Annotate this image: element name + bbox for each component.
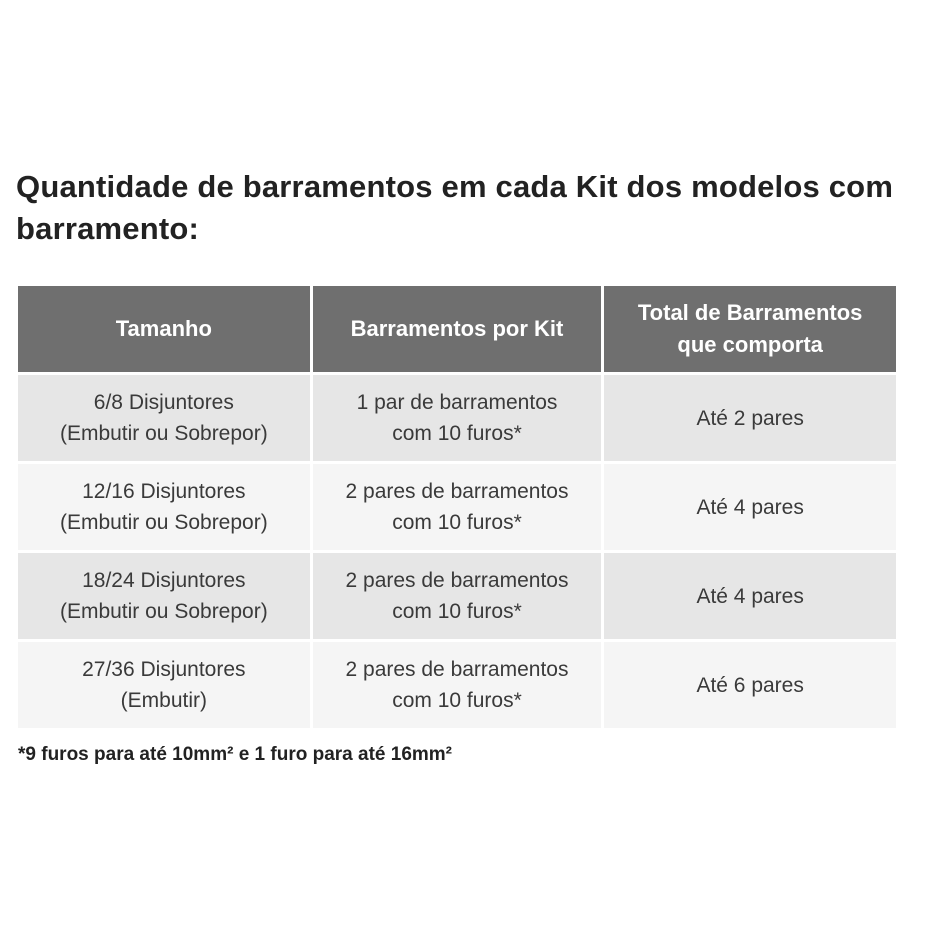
cell-tamanho-line2: (Embutir) <box>120 689 207 712</box>
page-title: Quantidade de barramentos em cada Kit dos modelos com barramento: <box>16 169 894 246</box>
barramentos-table <box>15 283 899 731</box>
cell-tamanho-line1: 12/16 Disjuntores <box>82 480 246 503</box>
cell-tamanho <box>18 642 310 728</box>
cell-barramentos-line1: 2 pares de barramentos <box>345 569 569 592</box>
cell-tamanho <box>18 553 310 639</box>
cell-barramentos-line2: com 10 furos* <box>392 600 522 623</box>
header-barramentos-por-kit <box>313 286 602 372</box>
cell-barramentos-line1: 2 pares de barramentos <box>345 480 569 503</box>
cell-tamanho-line1: 6/8 Disjuntores <box>93 391 234 414</box>
cell-barramentos <box>313 375 602 461</box>
header-total-label-line2: que comporta <box>677 332 823 357</box>
header-barramentos-label: Barramentos por Kit <box>350 316 564 341</box>
cell-barramentos-line1: 2 pares de barramentos <box>345 658 569 681</box>
cell-barramentos-line2: com 10 furos* <box>392 511 522 534</box>
table-row <box>18 553 896 639</box>
cell-tamanho <box>18 464 310 550</box>
footnote: *9 furos para até 10mm² e 1 furo para até 16mm² <box>18 744 453 765</box>
header-total-label-line1: Total de Barramentos <box>637 300 863 325</box>
table-row <box>18 375 896 461</box>
cell-total: Até 4 pares <box>604 553 896 639</box>
cell-tamanho-line1: 27/36 Disjuntores <box>82 658 246 681</box>
table-header-row <box>18 286 896 372</box>
cell-barramentos-line2: com 10 furos* <box>392 422 522 445</box>
cell-barramentos-line1: 1 par de barramentos <box>356 391 558 414</box>
cell-tamanho-line2: (Embutir ou Sobrepor) <box>59 600 268 623</box>
cell-tamanho <box>18 375 310 461</box>
cell-barramentos-line2: com 10 furos* <box>392 689 522 712</box>
header-tamanho <box>18 286 310 372</box>
cell-barramentos <box>313 642 602 728</box>
header-tamanho-label: Tamanho <box>115 316 212 341</box>
cell-total: Até 4 pares <box>604 464 896 550</box>
cell-barramentos <box>313 553 602 639</box>
cell-tamanho-line2: (Embutir ou Sobrepor) <box>59 511 268 534</box>
cell-tamanho-line2: (Embutir ou Sobrepor) <box>59 422 268 445</box>
header-total-barramentos <box>604 286 896 372</box>
cell-tamanho-line1: 18/24 Disjuntores <box>82 569 246 592</box>
table-row <box>18 464 896 550</box>
barramentos-table-container <box>18 286 896 731</box>
table-row <box>18 642 896 728</box>
cell-total: Até 6 pares <box>604 642 896 728</box>
cell-barramentos <box>313 464 602 550</box>
cell-total: Até 2 pares <box>604 375 896 461</box>
